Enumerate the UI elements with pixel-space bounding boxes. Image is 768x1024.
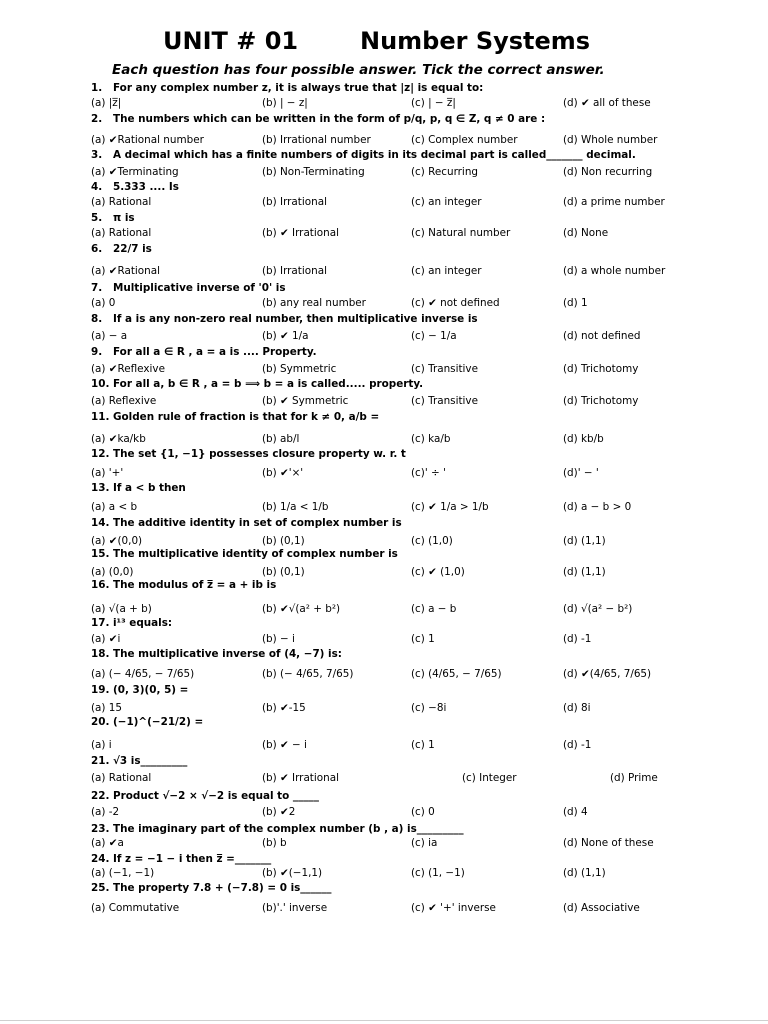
answer-option[interactable]: (b) ✔(−1,1) — [262, 867, 323, 879]
answer-option[interactable]: (c) | − z̅| — [411, 97, 456, 109]
unit-title: Number Systems — [360, 27, 591, 55]
question-5 — [91, 212, 731, 226]
answer-option[interactable]: (d) (1,1) — [563, 535, 606, 547]
answer-option[interactable]: (b) ✔√(a² + b²) — [262, 603, 341, 615]
answer-option[interactable]: (b) (0,1) — [262, 566, 305, 578]
question-19 — [91, 684, 731, 698]
question-text: Multiplicative inverse of '0' is — [113, 282, 286, 294]
answer-option[interactable]: (d) Associative — [563, 902, 640, 914]
answer-option[interactable]: (d) not defined — [563, 330, 641, 342]
answer-option[interactable]: (a) ✔ka/kb — [91, 433, 146, 445]
answer-option[interactable]: (d) a whole number — [563, 265, 666, 277]
question-text: The set {1, −1} possesses closure property w. r. t — [113, 448, 406, 460]
answer-option[interactable]: (a) Rational — [91, 227, 152, 239]
answer-option[interactable]: (b) ✔'×' — [262, 467, 304, 479]
answer-option[interactable]: (c) an integer — [411, 265, 482, 277]
question-text: i¹³ equals: — [113, 617, 173, 629]
answer-option[interactable]: (b) ✔ Irrational — [262, 772, 339, 784]
question-text: The multiplicative identity of complex number is — [113, 548, 398, 560]
question-1 — [91, 82, 731, 96]
question-text: (0, 3)(0, 5) = — [113, 684, 189, 696]
question-number: 10. — [91, 378, 110, 390]
question-text: The multiplicative inverse of (4, −7) is: — [113, 648, 342, 660]
answer-option[interactable]: (b) − i — [262, 633, 295, 645]
question-number: 9. — [91, 346, 103, 358]
question-2 — [91, 113, 731, 127]
question-number: 21. — [91, 755, 110, 767]
question-text: If a < b then — [113, 482, 186, 494]
answer-option[interactable]: (c) (1,0) — [411, 535, 453, 547]
question-23 — [91, 823, 731, 837]
answer-option[interactable]: (d) ✔(4/65, 7/65) — [563, 668, 652, 680]
answer-option[interactable]: (d) -1 — [563, 633, 592, 645]
answer-option[interactable]: (c) ia — [411, 837, 438, 849]
answer-option[interactable]: (b) any real number — [262, 297, 366, 309]
answer-option[interactable]: (d) None — [563, 227, 609, 239]
answer-option[interactable]: (d) (1,1) — [563, 867, 606, 879]
answer-option[interactable]: (c) an integer — [411, 196, 482, 208]
question-text: Golden rule of fraction is that for k ≠ 0, a/b = — [113, 411, 380, 423]
answer-option[interactable]: (a) (− 4/65, − 7/65) — [91, 668, 195, 680]
answer-option[interactable]: (a) Commutative — [91, 902, 180, 914]
question-number: 14. — [91, 517, 110, 529]
page-bottom-divider — [0, 1020, 768, 1021]
question-text: A decimal which has a finite numbers of digits in its decimal part is called_______ decimal. — [113, 149, 636, 161]
question-number: 12. — [91, 448, 110, 460]
question-number: 6. — [91, 243, 103, 255]
answer-option[interactable]: (b) ✔2 — [262, 806, 296, 818]
answer-option[interactable]: (a) '+' — [91, 467, 124, 479]
question-17 — [91, 617, 731, 631]
question-text: The imaginary part of the complex number (b , a) is_________ — [113, 823, 464, 835]
answer-option[interactable]: (c) Complex number — [411, 134, 518, 146]
answer-option[interactable]: (c) −8i — [411, 702, 447, 714]
question-14 — [91, 517, 731, 531]
answer-option[interactable]: (d) Whole number — [563, 134, 658, 146]
question-number: 11. — [91, 411, 110, 423]
answer-option[interactable]: (c) 0 — [411, 806, 435, 818]
question-16 — [91, 579, 731, 593]
answer-option[interactable]: (d)' − ' — [563, 467, 599, 479]
question-number: 19. — [91, 684, 110, 696]
page-title — [160, 27, 630, 59]
question-24 — [91, 853, 731, 867]
answer-option[interactable]: (a) Rational — [91, 196, 152, 208]
question-18 — [91, 648, 731, 662]
question-4 — [91, 181, 731, 195]
question-text: The property 7.8 + (−7.8) = 0 is______ — [113, 882, 332, 894]
answer-option[interactable]: (a) √(a + b) — [91, 603, 152, 615]
answer-option[interactable]: (a) |z̅| — [91, 97, 122, 109]
answer-option[interactable]: (b) ✔ − i — [262, 739, 307, 751]
answer-option[interactable]: (d) -1 — [563, 739, 592, 751]
answer-option[interactable]: (a) ✔Terminating — [91, 166, 179, 178]
answer-option[interactable]: (c) 1 — [411, 633, 435, 645]
answer-option[interactable]: (b) 1/a < 1/b — [262, 501, 329, 513]
answer-option[interactable]: (d) a prime number — [563, 196, 665, 208]
question-text: Product √−2 × √−2 is equal to _____ — [113, 790, 319, 802]
question-number: 23. — [91, 823, 110, 835]
answer-option[interactable]: (c) Transitive — [411, 395, 478, 407]
question-20 — [91, 716, 731, 730]
answer-option[interactable]: (d) 1 — [563, 297, 588, 309]
answer-option[interactable]: (b) Symmetric — [262, 363, 337, 375]
question-22 — [91, 790, 731, 804]
answer-option[interactable]: (c) ✔ 1/a > 1/b — [411, 501, 489, 513]
question-number: 13. — [91, 482, 110, 494]
answer-option[interactable]: (c) (1, −1) — [411, 867, 465, 879]
answer-option[interactable]: (a) 0 — [91, 297, 116, 309]
answer-option[interactable]: (d) kb/b — [563, 433, 604, 445]
answer-option[interactable]: (c) Transitive — [411, 363, 478, 375]
question-text: For all a, b ∈ R , a = b ⟹ b = a is called..... property. — [113, 378, 424, 390]
question-text: √3 is_________ — [113, 755, 188, 767]
question-text: (−1)^(−21/2) = — [113, 716, 204, 728]
answer-option[interactable]: (b) (0,1) — [262, 535, 305, 547]
question-text: The modulus of z̅ = a + ib is — [113, 579, 277, 591]
question-text: 22/7 is — [113, 243, 152, 255]
answer-option[interactable]: (d) Non recurring — [563, 166, 653, 178]
answer-option[interactable]: (c) a − b — [411, 603, 457, 615]
question-3 — [91, 149, 731, 163]
question-text: 5.333 .... Is — [113, 181, 179, 193]
answer-option[interactable]: (b) ✔ Irrational — [262, 227, 339, 239]
answer-option[interactable]: (a) Reflexive — [91, 395, 157, 407]
answer-option[interactable]: (d) 8i — [563, 702, 591, 714]
answer-option[interactable]: (c) 1 — [411, 739, 435, 751]
answer-option[interactable]: (d) √(a² − b²) — [563, 603, 633, 615]
answer-option[interactable]: (b) (− 4/65, 7/65) — [262, 668, 354, 680]
answer-option[interactable]: (d) (1,1) — [563, 566, 606, 578]
question-number: 1. — [91, 82, 103, 94]
question-number: 17. — [91, 617, 110, 629]
answer-option[interactable]: (a) − a — [91, 330, 128, 342]
answer-option[interactable]: (a) ✔Rational — [91, 265, 161, 277]
question-number: 4. — [91, 181, 103, 193]
question-number: 25. — [91, 882, 110, 894]
answer-option[interactable]: (a) (0,0) — [91, 566, 134, 578]
question-text: For any complex number z, it is always true that |z| is equal to: — [113, 82, 484, 94]
answer-option[interactable]: (c) − 1/a — [411, 330, 457, 342]
question-25 — [91, 882, 731, 896]
question-number: 15. — [91, 548, 110, 560]
answer-option[interactable]: (c) ✔ (1,0) — [411, 566, 465, 578]
answer-option[interactable]: (d) Trichotomy — [563, 395, 639, 407]
answer-option[interactable]: (c)' ÷ ' — [411, 467, 446, 479]
answer-option[interactable]: (d) 4 — [563, 806, 588, 818]
answer-option[interactable]: (a) ✔a — [91, 837, 124, 849]
answer-option[interactable]: (b) ab/l — [262, 433, 300, 445]
answer-option[interactable]: (b) Irrational — [262, 265, 327, 277]
answer-option[interactable]: (b) ✔-15 — [262, 702, 306, 714]
answer-option[interactable]: (c) Recurring — [411, 166, 478, 178]
instructions: Each question has four possible answer. Tick the correct answer. — [112, 62, 605, 78]
question-6 — [91, 243, 731, 257]
answer-option[interactable]: (a) ✔Rational number — [91, 134, 204, 146]
question-number: 5. — [91, 212, 103, 224]
answer-option[interactable]: (a) ✔i — [91, 633, 121, 645]
answer-option[interactable]: (b) ✔ Symmetric — [262, 395, 349, 407]
question-text: The numbers which can be written in the form of p/q, p, q ∈ Z, q ≠ 0 are : — [113, 113, 546, 125]
answer-option[interactable]: (d) ✔ all of these — [563, 97, 651, 109]
answer-option[interactable]: (d) Prime — [610, 772, 658, 784]
answer-option[interactable]: (d) None of these — [563, 837, 654, 849]
answer-option[interactable]: (b) Irrational — [262, 196, 327, 208]
answer-option[interactable]: (d) Trichotomy — [563, 363, 639, 375]
question-8 — [91, 313, 731, 327]
question-text: For all a ∈ R , a = a is .... Property. — [113, 346, 317, 358]
answer-option[interactable]: (c) ✔ not defined — [411, 297, 500, 309]
question-number: 20. — [91, 716, 110, 728]
question-9 — [91, 346, 731, 360]
answer-option[interactable]: (b) Non-Terminating — [262, 166, 365, 178]
question-number: 8. — [91, 313, 103, 325]
answer-option[interactable]: (c) Integer — [462, 772, 517, 784]
answer-option[interactable]: (c) (4/65, − 7/65) — [411, 668, 502, 680]
answer-option[interactable]: (b) b — [262, 837, 287, 849]
question-number: 16. — [91, 579, 110, 591]
question-text: If z = −1 − i then z̅ =_______ — [113, 853, 272, 865]
question-7 — [91, 282, 731, 296]
question-number: 3. — [91, 149, 103, 161]
unit-number: UNIT # 01 — [163, 27, 299, 55]
answer-option[interactable]: (b) Irrational number — [262, 134, 371, 146]
answer-option[interactable]: (a) 15 — [91, 702, 122, 714]
answer-option[interactable]: (a) -2 — [91, 806, 120, 818]
question-15 — [91, 548, 731, 562]
answer-option[interactable]: (a) a < b — [91, 501, 138, 513]
answer-option[interactable]: (c) ✔ '+' inverse — [411, 902, 496, 914]
question-number: 22. — [91, 790, 110, 802]
answer-option[interactable]: (a) ✔(0,0) — [91, 535, 143, 547]
question-number: 2. — [91, 113, 103, 125]
answer-option[interactable]: (a) i — [91, 739, 112, 751]
answer-option[interactable]: (b)'.' inverse — [262, 902, 328, 914]
answer-option[interactable]: (a) ✔Reflexive — [91, 363, 165, 375]
answer-option[interactable]: (a) (−1, −1) — [91, 867, 155, 879]
question-text: π is — [113, 212, 135, 224]
answer-option[interactable]: (a) Rational — [91, 772, 152, 784]
question-number: 24. — [91, 853, 110, 865]
question-number: 7. — [91, 282, 103, 294]
question-12 — [91, 448, 731, 462]
answer-option[interactable]: (b) ✔ 1/a — [262, 330, 309, 342]
question-13 — [91, 482, 731, 496]
question-21 — [91, 755, 731, 769]
answer-option[interactable]: (c) ka/b — [411, 433, 451, 445]
answer-option[interactable]: (d) a − b > 0 — [563, 501, 632, 513]
question-text: The additive identity in set of complex number is — [113, 517, 402, 529]
question-10 — [91, 378, 731, 392]
answer-option[interactable]: (c) Natural number — [411, 227, 511, 239]
question-number: 18. — [91, 648, 110, 660]
answer-option[interactable]: (b) | − z| — [262, 97, 308, 109]
question-11 — [91, 411, 731, 425]
question-text: If a is any non-zero real number, then multiplicative inverse is — [113, 313, 478, 325]
